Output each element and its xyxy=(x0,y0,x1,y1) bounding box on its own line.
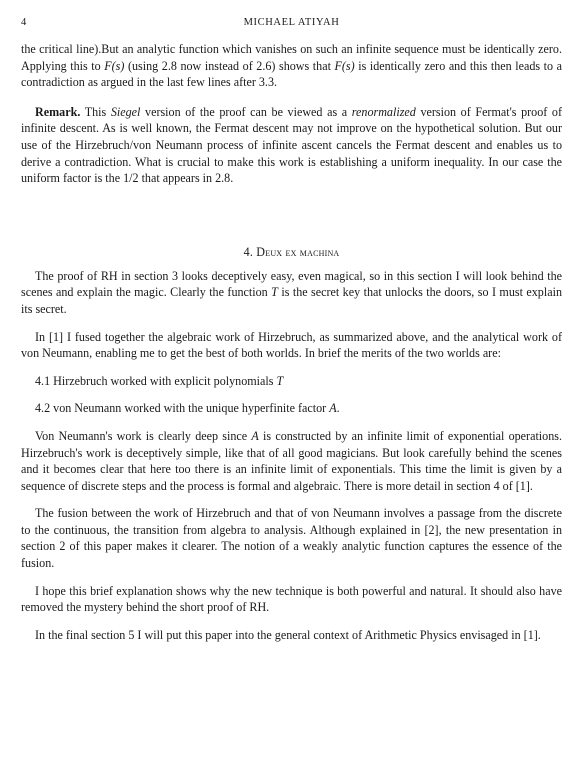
remark-label: Remark. xyxy=(35,104,81,119)
section-heading xyxy=(21,245,562,260)
paragraph: In the final section 5 I will put this paper into the general context of Arithmetic Physics envisaged in [1]. xyxy=(35,627,541,642)
math-F-s: F(s) xyxy=(104,58,125,73)
list-item-4-1: 4.1 Hirzebruch worked with explicit polynomials T xyxy=(35,373,284,388)
section-number: 4. xyxy=(243,244,257,259)
remark-paragraph: Remark. This Siegel version of the proof can be viewed as a renormalized version of Fermat's proof of infinite descent. As is well known, the Fermat descent may not improve on the hypothetical solution. But our use of the Hirzebruch/von Neumann process of infinite ascent cancels the Fermat descent and enables us to derive a contradiction. What is crucial to make this work is establishing a uniform inequality. In our case the uniform factor is the 1/2 that appears in 2.8. xyxy=(21,104,562,186)
paragraph: Von Neumann's work is clearly deep since A is constructed by an infinite limit of exponential operations. Hirzebruch's work is deceptively simple, like that of all good magicians. But look carefully behind the scenes and it becomes clear that here too there is an infinite limit of exponentials. This time the limit is given by a sequence of discrete steps and the process is formal and algebraic. There is more detail in section 4 of [1]. xyxy=(21,428,562,493)
math-A: A xyxy=(329,401,337,416)
list-item-4-2: 4.2 von Neumann worked with the unique hyperfinite factor A. xyxy=(35,401,340,416)
paragraph: In [1] I fused together the algebraic work of Hirzebruch, as summarized above, and the analytical work of von Neumann, enabling me to get the best of both worlds. In brief the merits of the two worlds are: xyxy=(21,329,562,361)
math-F-s: F(s) xyxy=(334,58,355,73)
paragraph-continuation: the critical line).But an analytic function which vanishes on such an infinite sequence must be identically zero. Applying this to F(s) (using 2.8 now instead of 2.6) shows that F(s) is identically zero and this then leads to a contradiction as argued in the last few lines after 3.3. xyxy=(21,42,563,90)
page-header xyxy=(21,17,562,31)
emphasis-renormalized: renormalized xyxy=(351,104,416,119)
math-T: T xyxy=(271,285,278,300)
math-A: A xyxy=(251,428,259,443)
paragraph: I hope this brief explanation shows why the new technique is both powerful and natural. It should also have removed the mystery behind the short proof of RH. xyxy=(21,583,562,615)
math-T: T xyxy=(276,373,284,388)
paragraph: The fusion between the work of Hirzebruch and that of von Neumann involves a passage from the discrete to the continuous, the transition from algebra to analysis. Although explained in [2], the new presentation in section 2 of this paper makes it clearer. The notion of a weakly analytic function captures the essence of the fusion. xyxy=(21,506,562,571)
emphasis-siegel: Siegel xyxy=(110,104,141,119)
page-number: 4 xyxy=(21,17,27,28)
paragraph: The proof of RH in section 3 looks deceptively easy, even magical, so in this section I will look behind the scenes and explain the magic. Clearly the function T is the secret key that unlocks the doors, so I must explain its secret. xyxy=(21,268,562,316)
section-title: Deux ex machina xyxy=(256,244,340,259)
running-head: MICHAEL ATIYAH xyxy=(243,17,340,28)
paper-page xyxy=(0,17,583,771)
